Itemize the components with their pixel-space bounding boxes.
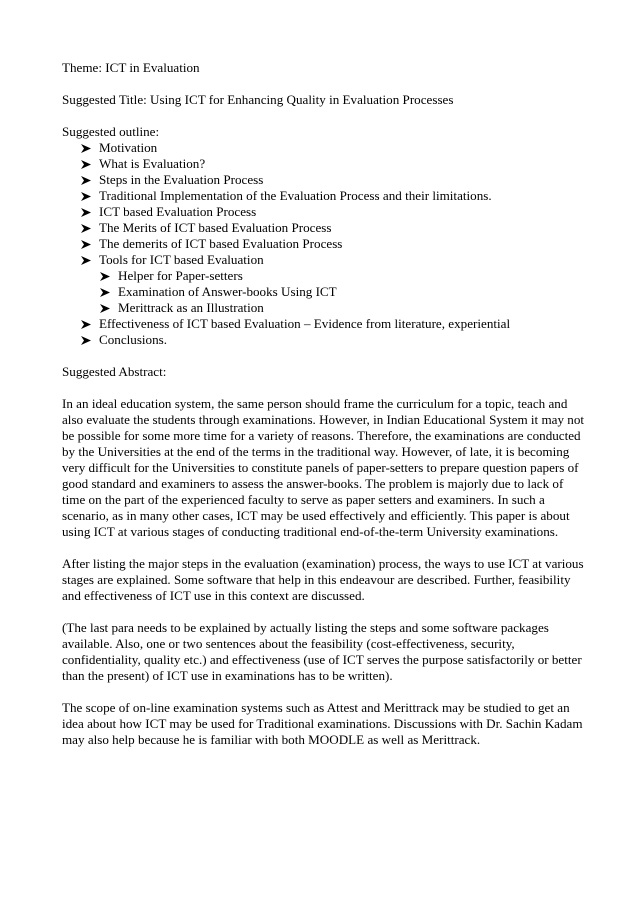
paragraph-line: and effectiveness of ICT use in this context are discussed. [62, 588, 365, 603]
outline-item [62, 204, 582, 220]
arrow-bullet-icon [81, 224, 91, 233]
outline-item-label: ICT based Evaluation Process [99, 204, 257, 219]
paragraph-line: The scope of on-line examination systems such as Attest and Merittrack may be studied to get an [62, 700, 570, 715]
theme-line: Theme: ICT in Evaluation [62, 60, 200, 75]
outline-item [62, 220, 582, 236]
arrow-bullet-icon [100, 272, 110, 281]
outline-item-label: The demerits of ICT based Evaluation Process [99, 236, 343, 251]
paragraph-line: very difficult for the Universities to constitute panels of paper-setters to prepare question papers of [62, 460, 579, 475]
paragraph-line: may also help because he is familiar with both MOODLE as well as Merittrack. [62, 732, 481, 747]
arrow-bullet-icon [100, 288, 110, 297]
arrow-bullet-icon [81, 240, 91, 249]
abstract-heading: Suggested Abstract: [62, 364, 167, 379]
outline-item [62, 332, 582, 348]
spacer [62, 108, 582, 124]
outline-item-label: Merittrack as an Illustration [118, 300, 264, 315]
spacer [62, 348, 582, 364]
outline-item-label: Effectiveness of ICT based Evaluation – Evidence from literature, experiential [99, 316, 511, 331]
arrow-bullet-icon [81, 320, 91, 329]
outline-item-label: Helper for Paper-setters [118, 268, 243, 283]
outline-heading: Suggested outline: [62, 124, 160, 139]
paragraph-line: by the Universities at the end of the terms in the traditional way. However, of late, it is becoming [62, 444, 570, 459]
arrow-bullet-icon [100, 304, 110, 313]
paragraph-line: be possible for some more time for a variety of reasons. Therefore, the examinations are conducted [62, 428, 581, 443]
spacer [62, 604, 582, 620]
arrow-bullet-icon [81, 192, 91, 201]
outline-item-label: Motivation [99, 140, 158, 155]
paragraph-line: also evaluate the students through examinations. However, in Indian Educational System it may not [62, 412, 585, 427]
outline-item-label: Conclusions. [99, 332, 168, 347]
paragraph-line: confidentiality, quality etc.) and effectiveness (use of ICT serves the purpose satisfactorily or better [62, 652, 582, 667]
outline-item [62, 188, 582, 204]
paragraph-line: (The last para needs to be explained by actually listing the steps and some software packages [62, 620, 549, 635]
outline-item-label: Tools for ICT based Evaluation [99, 252, 264, 267]
arrow-bullet-icon [81, 144, 91, 153]
document-page [62, 60, 585, 748]
spacer [62, 380, 582, 396]
outline-list [62, 140, 582, 348]
abstract-body [62, 396, 585, 748]
arrow-bullet-icon [81, 256, 91, 265]
outline-item-label: Examination of Answer-books Using ICT [118, 284, 337, 299]
paragraph-line: stages are explained. Some software that help in this endeavour are described. Further, feasibility [62, 572, 571, 587]
arrow-bullet-icon [81, 208, 91, 217]
outline-item [62, 156, 582, 172]
paragraph-line: After listing the major steps in the evaluation (examination) process, the ways to use ICT at various [62, 556, 584, 571]
paragraph-line: In an ideal education system, the same person should frame the curriculum for a topic, teach and [62, 396, 568, 411]
paragraph-line: time on the part of the experienced faculty to serve as paper setters and examiners. In such a [62, 492, 545, 507]
outline-subitem [62, 268, 582, 284]
outline-item-label: What is Evaluation? [99, 156, 206, 171]
arrow-bullet-icon [81, 160, 91, 169]
outline-subitem [62, 284, 582, 300]
outline-item [62, 252, 582, 268]
arrow-bullet-icon [81, 336, 91, 345]
suggested-title-line: Suggested Title: Using ICT for Enhancing Quality in Evaluation Processes [62, 92, 454, 107]
spacer [62, 540, 582, 556]
outline-item [62, 236, 582, 252]
outline-item-label: Steps in the Evaluation Process [99, 172, 264, 187]
paragraph-line: available. Also, one or two sentences about the feasibility (cost-effectiveness, security, [62, 636, 515, 651]
abstract-paragraph [62, 700, 582, 748]
spacer [62, 76, 582, 92]
outline-item [62, 140, 582, 156]
paragraph-line: than the present) of ICT use in examinations has to be written). [62, 668, 393, 683]
outline-item [62, 172, 582, 188]
arrow-bullet-icon [81, 176, 91, 185]
paragraph-line: scenario, as in many other cases, ICT may be used effectively and efficiently. This paper is about [62, 508, 570, 523]
abstract-paragraph [62, 396, 585, 540]
abstract-paragraph [62, 620, 582, 684]
paragraph-line: idea about how ICT may be used for Traditional examinations. Discussions with Dr. Sachin Kadam [62, 716, 583, 731]
outline-subitem [62, 300, 582, 316]
outline-item-label: The Merits of ICT based Evaluation Process [99, 220, 332, 235]
outline-item [62, 316, 582, 332]
paragraph-line: good standard and examiners to assess the answer-books. The problem is majorly due to lack of [62, 476, 564, 491]
paragraph-line: using ICT at various stages of conducting traditional end-of-the-term University examinations. [62, 524, 559, 539]
spacer [62, 684, 582, 700]
abstract-paragraph [62, 556, 582, 604]
outline-item-label: Traditional Implementation of the Evaluation Process and their limitations. [99, 188, 492, 203]
